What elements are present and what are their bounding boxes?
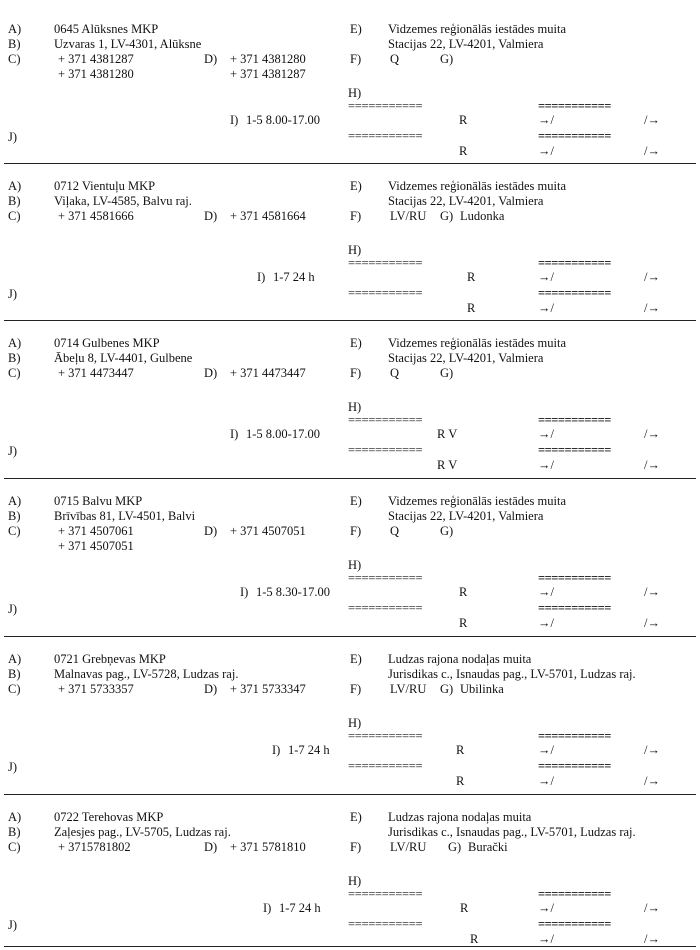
fax-number: + 371 4381287 (230, 67, 306, 81)
label-i: I) (230, 427, 239, 441)
traffic-marks: R (467, 301, 476, 315)
label-f: F) (350, 209, 362, 223)
customs-office-line: Jurisdikas c., Isnaudas pag., LV-5701, Ludzas raj. (388, 667, 636, 681)
post-address: Viļaka, LV-4585, Balvu raj. (54, 194, 192, 208)
arrow-in: →/ (538, 901, 554, 915)
phone-number: + 371 4507051 (58, 539, 134, 553)
working-hours: 1-5 8.00-17.00 (246, 427, 320, 441)
label-j: J) (8, 760, 18, 774)
working-hours: 1-7 24 h (273, 270, 315, 284)
label-h: H) (348, 243, 362, 257)
arrow-in: →/ (538, 113, 554, 127)
post-name: 0645 Alūksnes MKP (54, 22, 159, 36)
traffic-marks: R (470, 932, 479, 946)
schedule-rule-bold: =========== (538, 917, 611, 931)
label-e: E) (350, 652, 362, 666)
border-code: Q (390, 524, 400, 538)
traffic-marks: R V (437, 427, 458, 441)
customs-post-entry (0, 314, 700, 471)
arrow-out: /→ (644, 901, 660, 915)
arrow-out: /→ (644, 743, 660, 757)
customs-office-line: Ludzas rajona nodaļas muita (388, 652, 532, 666)
post-name: 0722 Terehovas MKP (54, 810, 164, 824)
border-code: LV/RU (390, 840, 427, 854)
border-code: LV/RU (390, 682, 427, 696)
arrow-in: →/ (538, 616, 554, 630)
border-code: Q (390, 52, 400, 66)
label-h: H) (348, 400, 362, 414)
arrow-out: /→ (644, 616, 660, 630)
entry-separator (4, 946, 696, 947)
fax-number: + 371 4507051 (230, 524, 306, 538)
schedule-rule-bold: =========== (538, 729, 611, 743)
label-i: I) (263, 901, 272, 915)
customs-office-line: Vidzemes reģionālās iestādes muita (388, 336, 567, 350)
label-d: D) (204, 524, 218, 538)
label-j: J) (8, 444, 18, 458)
label-a: A) (8, 336, 22, 350)
label-g: G) (440, 682, 454, 696)
schedule-rule-bold: =========== (538, 601, 611, 615)
label-j: J) (8, 602, 18, 616)
label-d: D) (204, 209, 218, 223)
schedule-rule-bold: =========== (538, 887, 611, 901)
arrow-in: →/ (538, 301, 554, 315)
post-address: Ābeļu 8, LV-4401, Gulbene (54, 351, 193, 365)
label-b: B) (8, 351, 21, 365)
traffic-marks: R (456, 743, 465, 757)
post-name: 0714 Gulbenes MKP (54, 336, 160, 350)
arrow-in: →/ (538, 743, 554, 757)
fax-number: + 371 5781810 (230, 840, 306, 854)
schedule-rule-bold: =========== (538, 759, 611, 773)
traffic-marks: R (459, 113, 468, 127)
label-d: D) (204, 840, 218, 854)
label-f: F) (350, 840, 362, 854)
label-a: A) (8, 810, 22, 824)
border-code: LV/RU (390, 209, 427, 223)
arrow-in: →/ (538, 144, 554, 158)
traffic-marks: R (459, 144, 468, 158)
customs-office-line: Vidzemes reģionālās iestādes muita (388, 179, 567, 193)
phone-number: + 371 4507061 (58, 524, 134, 538)
schedule-rule: =========== (348, 917, 423, 931)
arrow-in: →/ (538, 774, 554, 788)
working-hours: 1-5 8.30-17.00 (256, 585, 330, 599)
label-f: F) (350, 682, 362, 696)
schedule-rule-bold: =========== (538, 413, 611, 427)
phone-number: + 371 4473447 (58, 366, 134, 380)
label-a: A) (8, 494, 22, 508)
label-e: E) (350, 810, 362, 824)
label-c: C) (8, 682, 21, 696)
label-h: H) (348, 558, 362, 572)
working-hours: 1-5 8.00-17.00 (246, 113, 320, 127)
schedule-rule: =========== (348, 443, 423, 457)
label-b: B) (8, 667, 21, 681)
label-a: A) (8, 652, 22, 666)
label-e: E) (350, 494, 362, 508)
schedule-rule: =========== (348, 729, 423, 743)
fax-number: + 371 4473447 (230, 366, 306, 380)
customs-office-line: Stacijas 22, LV-4201, Valmiera (388, 194, 544, 208)
label-g: G) (448, 840, 462, 854)
label-i: I) (257, 270, 266, 284)
phone-number: + 3715781802 (58, 840, 131, 854)
label-j: J) (8, 918, 18, 932)
phone-number: + 371 4381280 (58, 67, 134, 81)
schedule-rule: =========== (348, 99, 423, 113)
border-counterpart: Ubilinka (460, 682, 504, 696)
working-hours: 1-7 24 h (279, 901, 321, 915)
customs-office-line: Stacijas 22, LV-4201, Valmiera (388, 509, 544, 523)
post-address: Brīvības 81, LV-4501, Balvi (54, 509, 196, 523)
schedule-rule: =========== (348, 601, 423, 615)
label-g: G) (440, 209, 454, 223)
label-b: B) (8, 37, 21, 51)
label-c: C) (8, 366, 21, 380)
label-b: B) (8, 194, 21, 208)
label-f: F) (350, 366, 362, 380)
label-c: C) (8, 209, 21, 223)
label-h: H) (348, 716, 362, 730)
border-counterpart: Burački (468, 840, 508, 854)
label-d: D) (204, 366, 218, 380)
label-c: C) (8, 524, 21, 538)
arrow-out: /→ (644, 585, 660, 599)
fax-number: + 371 4381280 (230, 52, 306, 66)
label-f: F) (350, 524, 362, 538)
label-e: E) (350, 179, 362, 193)
label-g: G) (440, 524, 454, 538)
arrow-in: →/ (538, 427, 554, 441)
arrow-out: /→ (644, 458, 660, 472)
customs-office-line: Stacijas 22, LV-4201, Valmiera (388, 37, 544, 51)
label-d: D) (204, 682, 218, 696)
post-address: Uzvaras 1, LV-4301, Alūksne (54, 37, 202, 51)
label-c: C) (8, 52, 21, 66)
customs-office-line: Jurisdikas c., Isnaudas pag., LV-5701, Ludzas raj. (388, 825, 636, 839)
traffic-marks: R (460, 901, 469, 915)
label-g: G) (440, 52, 454, 66)
schedule-rule-bold: =========== (538, 443, 611, 457)
fax-number: + 371 5733347 (230, 682, 306, 696)
post-address: Zaļesjes pag., LV-5705, Ludzas raj. (54, 825, 231, 839)
traffic-marks: R (459, 616, 468, 630)
label-g: G) (440, 366, 454, 380)
arrow-out: /→ (644, 301, 660, 315)
schedule-rule-bold: =========== (538, 571, 611, 585)
label-i: I) (272, 743, 281, 757)
schedule-rule: =========== (348, 759, 423, 773)
schedule-rule: =========== (348, 129, 423, 143)
schedule-rule-bold: =========== (538, 129, 611, 143)
label-j: J) (8, 287, 18, 301)
phone-number: + 371 4581666 (58, 209, 134, 223)
phone-number: + 371 5733357 (58, 682, 134, 696)
customs-office-line: Vidzemes reģionālās iestādes muita (388, 22, 567, 36)
arrow-out: /→ (644, 427, 660, 441)
label-f: F) (350, 52, 362, 66)
working-hours: 1-7 24 h (288, 743, 330, 757)
phone-number: + 371 4381287 (58, 52, 134, 66)
schedule-rule: =========== (348, 887, 423, 901)
schedule-rule: =========== (348, 256, 423, 270)
customs-office-line: Ludzas rajona nodaļas muita (388, 810, 532, 824)
schedule-rule: =========== (348, 413, 423, 427)
traffic-marks: R V (437, 458, 458, 472)
traffic-marks: R (467, 270, 476, 284)
customs-post-entry (0, 157, 700, 314)
customs-post-entry (0, 0, 700, 157)
arrow-out: /→ (644, 932, 660, 946)
schedule-rule-bold: =========== (538, 286, 611, 300)
post-address: Malnavas pag., LV-5728, Ludzas raj. (54, 667, 239, 681)
label-d: D) (204, 52, 218, 66)
label-b: B) (8, 509, 21, 523)
fax-number: + 371 4581664 (230, 209, 306, 223)
traffic-marks: R (456, 774, 465, 788)
traffic-marks: R (459, 585, 468, 599)
post-name: 0712 Vientuļu MKP (54, 179, 156, 193)
label-b: B) (8, 825, 21, 839)
label-h: H) (348, 874, 362, 888)
post-name: 0715 Balvu MKP (54, 494, 143, 508)
arrow-out: /→ (644, 144, 660, 158)
label-i: I) (240, 585, 249, 599)
arrow-out: /→ (644, 270, 660, 284)
customs-post-entry (0, 788, 700, 945)
customs-post-entry (0, 472, 700, 629)
label-j: J) (8, 130, 18, 144)
schedule-rule-bold: =========== (538, 99, 611, 113)
label-a: A) (8, 179, 22, 193)
arrow-in: →/ (538, 932, 554, 946)
schedule-rule: =========== (348, 286, 423, 300)
border-code: Q (390, 366, 400, 380)
arrow-in: →/ (538, 458, 554, 472)
label-h: H) (348, 86, 362, 100)
arrow-out: /→ (644, 113, 660, 127)
arrow-out: /→ (644, 774, 660, 788)
schedule-rule: =========== (348, 571, 423, 585)
customs-post-entry (0, 630, 700, 787)
label-a: A) (8, 22, 22, 36)
label-i: I) (230, 113, 239, 127)
schedule-rule-bold: =========== (538, 256, 611, 270)
border-counterpart: Ludonka (460, 209, 505, 223)
post-name: 0721 Grebņevas MKP (54, 652, 166, 666)
label-e: E) (350, 336, 362, 350)
arrow-in: →/ (538, 270, 554, 284)
label-c: C) (8, 840, 21, 854)
arrow-in: →/ (538, 585, 554, 599)
customs-office-line: Vidzemes reģionālās iestādes muita (388, 494, 567, 508)
customs-office-line: Stacijas 22, LV-4201, Valmiera (388, 351, 544, 365)
label-e: E) (350, 22, 362, 36)
